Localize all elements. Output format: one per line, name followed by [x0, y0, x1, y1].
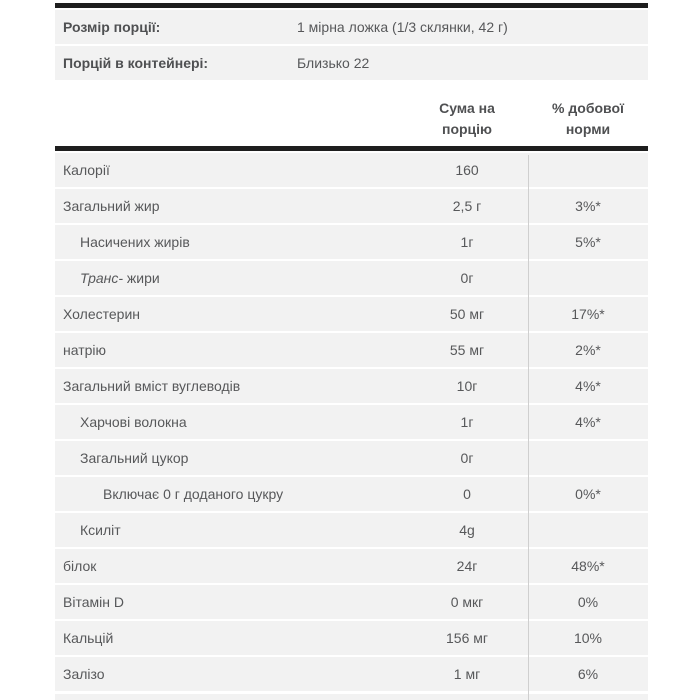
table-row	[55, 369, 648, 403]
amount-column-header	[406, 98, 528, 140]
daily-value: 4%*	[575, 414, 601, 430]
nutrient-label: Загальний цукор	[80, 450, 189, 466]
amount-value: 0 мкг	[450, 594, 484, 610]
nutrient-label: Транс- жири	[80, 270, 160, 286]
servings-per-container-value: Близько 22	[297, 55, 370, 71]
table-row	[55, 513, 648, 547]
amount-value: 1 мг	[453, 666, 481, 682]
amount-value: 4g	[459, 522, 475, 538]
daily-value: 6%	[577, 666, 599, 682]
table-row	[55, 657, 648, 691]
amount-value: 0г	[460, 450, 474, 466]
nutrient-label: Включає 0 г доданого цукру	[103, 486, 284, 502]
amount-value: 1г	[460, 414, 474, 430]
table-row	[55, 261, 648, 295]
amount-value: 160	[455, 162, 479, 178]
amount-value: 0	[463, 486, 471, 502]
nutrient-label: Калорії	[63, 162, 110, 178]
daily-value: 5%*	[575, 234, 601, 250]
table-row	[55, 477, 648, 511]
nutrient-label: Вітамін D	[63, 594, 124, 610]
daily-value: 48%*	[571, 558, 605, 574]
daily-value: 4%*	[575, 378, 601, 394]
servings-per-container-label: Порцій в контейнері:	[63, 55, 209, 71]
table-row	[55, 153, 648, 187]
amount-value: 0г	[460, 270, 474, 286]
daily-value-column-header-line1: % добової	[552, 100, 624, 116]
column-headers	[55, 98, 648, 140]
nutrient-label: Кальцій	[63, 630, 114, 646]
serving-size-row	[55, 10, 648, 44]
table-row	[55, 405, 648, 439]
table-rows-container	[55, 153, 648, 691]
amount-value: 156 мг	[446, 630, 488, 646]
nutrient-label: Загальний вміст вуглеводів	[63, 378, 241, 394]
serving-size-label: Розмір порції:	[63, 19, 161, 35]
daily-value: 0%	[577, 594, 599, 610]
nutrient-label: натрію	[63, 342, 107, 358]
column-divider-line	[528, 155, 529, 700]
daily-value: 2%*	[575, 342, 601, 358]
partial-row-cutoff	[55, 694, 648, 700]
amount-value: 2,5 г	[452, 198, 482, 214]
nutrition-facts-panel	[55, 3, 648, 700]
top-divider-bar	[55, 3, 648, 8]
nutrient-label: Залізо	[63, 666, 105, 682]
servings-per-container-row	[55, 46, 648, 80]
amount-column-header-line2: порцію	[441, 121, 492, 137]
daily-value: 0%*	[575, 486, 601, 502]
table-row	[55, 297, 648, 331]
daily-value-column-header	[528, 98, 648, 140]
nutrient-label: Насичених жирів	[80, 234, 190, 250]
table-row	[55, 549, 648, 583]
table-row	[55, 189, 648, 223]
daily-value: 3%*	[575, 198, 601, 214]
column-header-spacer	[55, 98, 406, 140]
table-row	[55, 621, 648, 655]
header-divider-bar	[55, 146, 648, 151]
nutrient-label: Ксиліт	[80, 522, 121, 538]
daily-value: 17%*	[571, 306, 605, 322]
table-row	[55, 441, 648, 475]
amount-value: 50 мг	[449, 306, 485, 322]
nutrient-label: Загальний жир	[63, 198, 160, 214]
amount-value: 1г	[460, 234, 474, 250]
table-row	[55, 225, 648, 259]
nutrient-label: білок	[63, 558, 97, 574]
table-row	[55, 585, 648, 619]
serving-size-value: 1 мірна ложка (1/3 склянки, 42 г)	[297, 19, 508, 35]
daily-value-column-header-line2: норми	[565, 121, 611, 137]
nutrition-table-body	[55, 153, 648, 700]
daily-value: 10%	[573, 630, 603, 646]
nutrient-label: Холестерин	[63, 306, 140, 322]
amount-column-header-line1: Сума на	[439, 100, 495, 116]
amount-value: 10г	[456, 378, 478, 394]
table-row	[55, 333, 648, 367]
amount-value: 24г	[456, 558, 478, 574]
nutrient-label: Харчові волокна	[80, 414, 187, 430]
amount-value: 55 мг	[449, 342, 485, 358]
